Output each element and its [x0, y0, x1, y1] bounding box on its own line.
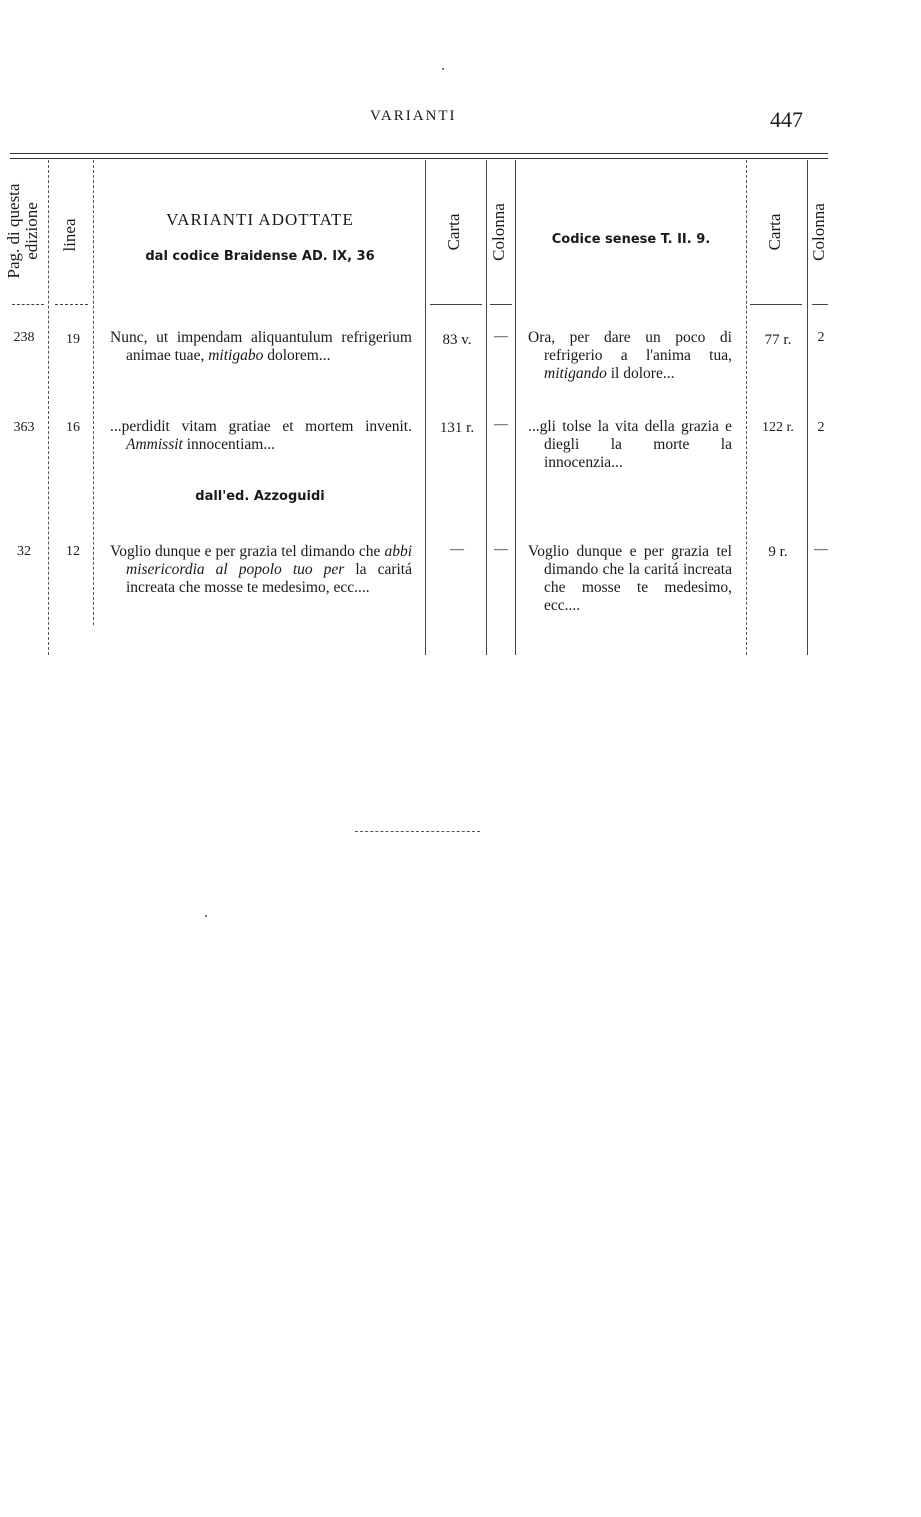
row1-colonna: —	[494, 329, 508, 344]
col-divider-4	[486, 160, 487, 655]
col-divider-7	[807, 160, 808, 655]
row3-colonna-2: —	[814, 542, 828, 557]
row1-carta: 83 v.	[442, 332, 472, 348]
top-rule-2	[10, 158, 828, 159]
row3-latin	[110, 543, 412, 597]
top-rule	[10, 153, 828, 154]
row1-latin-italic: mitigabo	[208, 347, 264, 364]
col-header-colonna-2: Colonna	[809, 203, 828, 261]
row2-latin-a: ...perdidit vitam gratiae et mortem invenit.	[110, 418, 412, 435]
row1-italian	[528, 329, 732, 383]
page-number: 447	[770, 107, 803, 132]
header-underline	[750, 304, 802, 305]
row3-carta: —	[450, 542, 464, 557]
col-header-line: linea	[60, 218, 79, 252]
row3-latin-b: la caritá increata che mosse te medesimo, ecc....	[126, 561, 412, 596]
col-divider-6	[746, 160, 747, 655]
row1-it-italic: mitigando	[544, 365, 607, 382]
row2-page: 363	[13, 420, 35, 435]
row1-it-a: Ora, per dare un poco di refrigerio a l'anima tua,	[528, 329, 732, 364]
row3-line: 12	[66, 544, 80, 559]
row2-colonna-2: 2	[817, 420, 825, 435]
col-header-adopted-source: dal codice Braidense AD. IX, 36	[145, 249, 375, 264]
col-header-carta-2: Carta	[765, 213, 784, 251]
col-header-colonna: Colonna	[489, 203, 508, 261]
header-underline	[812, 304, 828, 305]
row1-line: 19	[66, 332, 80, 347]
row1-latin-a: Nunc, ut impendam aliquantulum refrigerium animae tuae,	[110, 329, 412, 364]
row3-it-a: Voglio dunque e per grazia tel dimando che la caritá increata che mosse te medesimo, ecc....	[528, 543, 732, 614]
header-underline	[55, 304, 88, 305]
row1-it-b: il dolore...	[606, 365, 675, 382]
scan-speck	[205, 915, 207, 917]
row3-italian	[528, 543, 732, 615]
row1-latin-b: dolorem...	[263, 347, 331, 364]
row3-colonna: —	[494, 542, 508, 557]
header-underline	[430, 304, 482, 305]
header-underline	[12, 304, 44, 305]
col-header-page: Pag. di questa edizione	[4, 183, 41, 279]
row1-page: 238	[13, 330, 35, 345]
row3-carta-2: 9 r.	[768, 544, 788, 560]
col-divider-2	[93, 160, 94, 625]
row2-carta: 131 r.	[439, 420, 475, 436]
row2-latin-b: innocentiam...	[182, 436, 275, 453]
col-divider-3	[425, 160, 426, 655]
row2-carta-2: 122 r.	[762, 420, 794, 435]
row2-colonna: —	[494, 417, 508, 432]
row2-latin	[110, 418, 412, 454]
section-title: dall'ed. Azzoguidi	[195, 489, 325, 504]
row1-latin	[110, 329, 412, 365]
col-header-carta: Carta	[444, 213, 463, 251]
col-header-senese: Codice senese T. II. 9.	[551, 232, 711, 247]
row2-it-a: ...gli tolse la vita della grazia e diegli la morte la innocenzia...	[528, 418, 732, 471]
col-divider-5	[515, 160, 516, 655]
header-underline	[490, 304, 512, 305]
row2-line: 16	[66, 420, 80, 435]
row1-colonna-2: 2	[817, 330, 825, 345]
row1-carta-2: 77 r.	[764, 332, 792, 348]
col-divider-1	[48, 160, 49, 655]
row2-italian	[528, 418, 732, 472]
bottom-rule	[355, 831, 480, 832]
row2-latin-italic: Ammissit	[126, 436, 183, 453]
col-header-adopted: VARIANTI ADOTTATE	[166, 210, 354, 229]
running-title: VARIANTI	[370, 108, 457, 124]
row3-page: 32	[17, 544, 31, 559]
row3-latin-italic: abbi misericordia al popolo tuo per	[126, 543, 412, 578]
row3-latin-a: Voglio dunque e per grazia tel dimando che	[110, 543, 385, 560]
scan-speck	[442, 68, 444, 70]
